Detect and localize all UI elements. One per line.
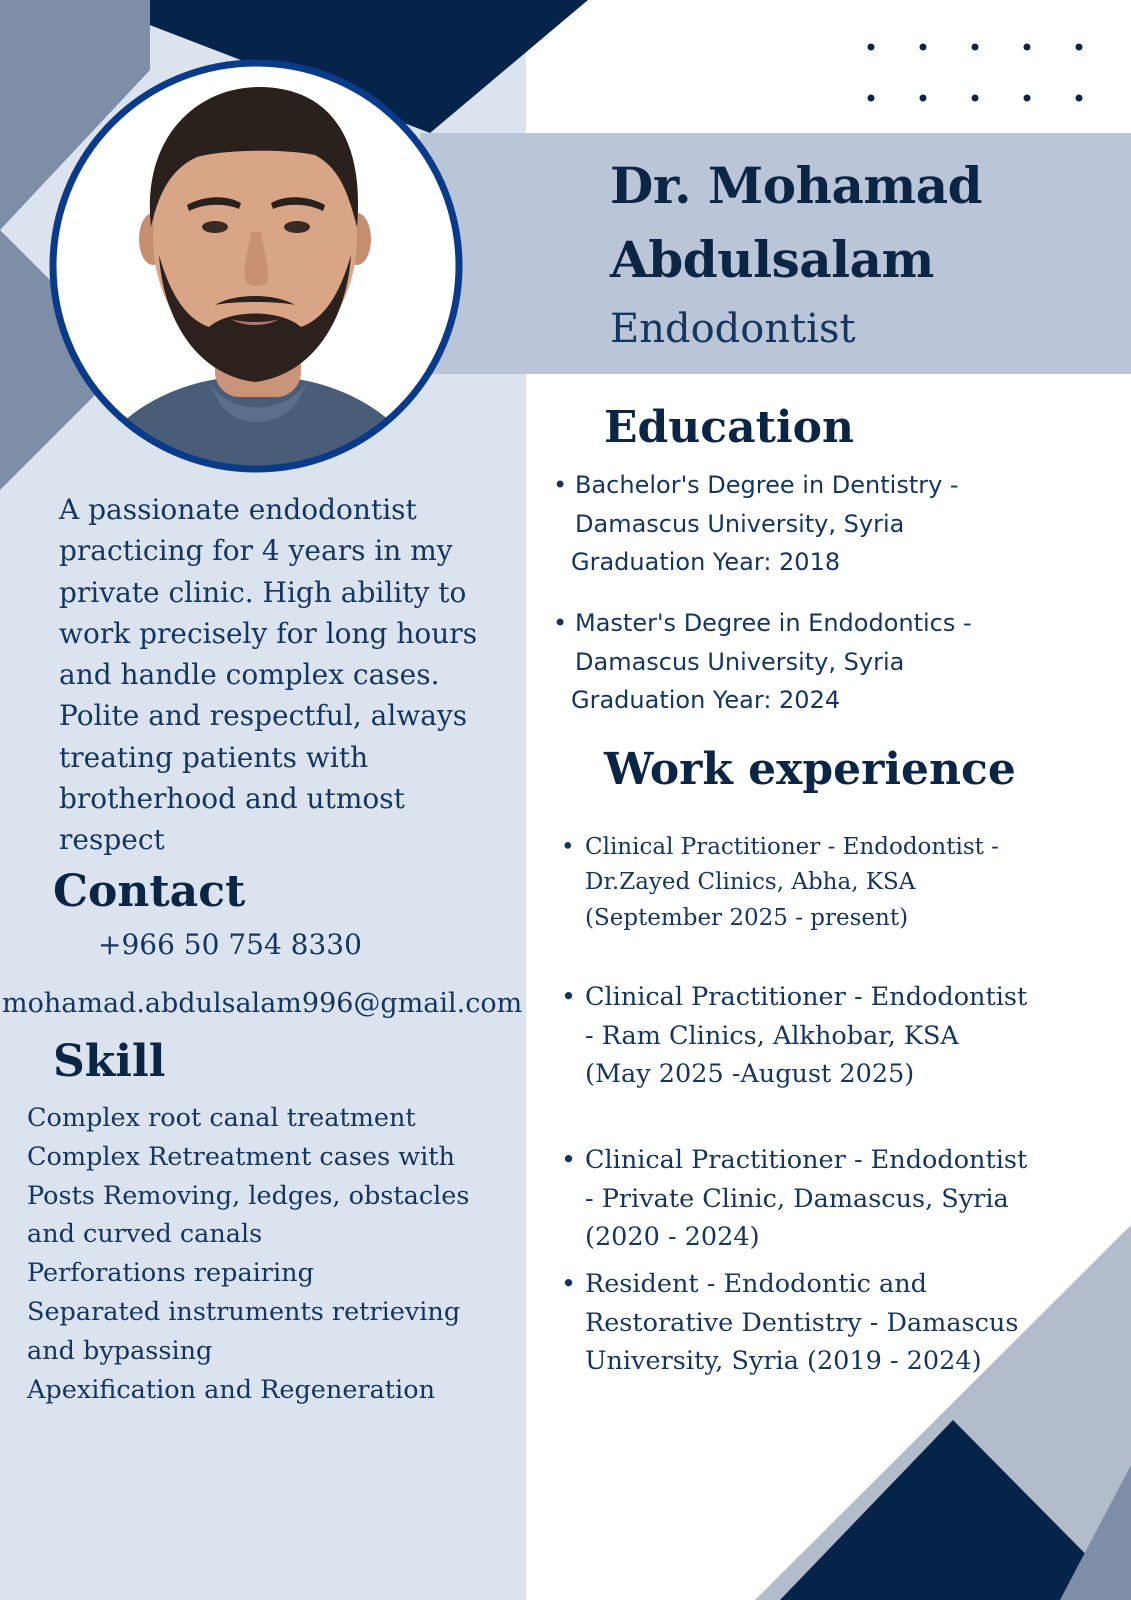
- dot: [1024, 95, 1031, 102]
- skills-list: [27, 1099, 507, 1409]
- dot: [868, 95, 875, 102]
- education-degree: Master's Degree in Endodontics -: [575, 609, 972, 637]
- education-heading: Education: [604, 402, 854, 453]
- education-item: [553, 466, 1073, 582]
- education-graduation: Graduation Year: 2024: [571, 686, 841, 714]
- education-graduation: Graduation Year: 2018: [571, 548, 841, 576]
- skill-item: Complex Retreatment cases with Posts Removing, ledges, obstacles and curved canals: [27, 1141, 470, 1250]
- work-item: [561, 1265, 1031, 1381]
- bullet-icon: •: [553, 609, 568, 637]
- eye-left: [202, 221, 228, 233]
- eye-right: [284, 221, 310, 233]
- education-institution: Damascus University, Syria: [575, 647, 905, 676]
- dot: [1076, 95, 1083, 102]
- education-item: [553, 604, 1073, 720]
- name-first-line: Dr. Mohamad: [610, 156, 983, 215]
- phone-number: +966 50 754 8330: [98, 928, 362, 961]
- bullet-icon: •: [561, 834, 575, 860]
- profile-summary: A passionate endodontist practicing for 4 years in my private clinic. High ability to work precisely for long hours and handle complex cases. Polite and respectful, always treating patients with brotherhood and utmost respect: [59, 493, 478, 857]
- skill-item: Separated instruments retrieving and bypassing: [27, 1296, 461, 1366]
- work-item: [561, 830, 1031, 936]
- dot: [972, 95, 979, 102]
- dot-grid-decoration: [868, 44, 1083, 102]
- education-degree: Bachelor's Degree in Dentistry -: [575, 471, 959, 499]
- work-item-text: Clinical Practitioner - Endodontist - Private Clinic, Damascus, Syria (2020 - 2024): [585, 1145, 1028, 1252]
- skill-item: Perforations repairing: [27, 1258, 314, 1289]
- bullet-icon: •: [561, 1269, 577, 1299]
- work-item-text: Resident - Endodontic and Restorative Dentistry - Damascus University, Syria (2019 - 2024): [585, 1269, 1019, 1376]
- education-institution: Damascus University, Syria: [575, 509, 905, 538]
- dot: [1076, 44, 1083, 51]
- contact-heading: Contact: [53, 866, 246, 917]
- dot: [972, 44, 979, 51]
- dot: [1024, 44, 1031, 51]
- email-address: mohamad.abdulsalam996@gmail.com: [2, 988, 523, 1019]
- skill-item: Complex root canal treatment: [27, 1103, 416, 1133]
- profile-photo: [47, 57, 465, 475]
- bullet-icon: •: [553, 471, 568, 499]
- work-experience-heading: Work experience: [604, 744, 1016, 795]
- bullet-icon: •: [561, 982, 577, 1012]
- skill-heading: Skill: [53, 1036, 166, 1087]
- work-item: [561, 1141, 1031, 1257]
- work-item-text: Clinical Practitioner - Endodontist - Ram Clinics, Alkhobar, KSA (May 2025 -August 2025): [585, 982, 1028, 1089]
- dot: [920, 95, 927, 102]
- work-item-text: Clinical Practitioner - Endodontist - Dr.Zayed Clinics, Abha, KSA (September 2025 - present): [585, 834, 999, 931]
- bullet-icon: •: [561, 1145, 577, 1175]
- work-item: [561, 978, 1031, 1094]
- dot: [920, 44, 927, 51]
- dot: [868, 44, 875, 51]
- name-second-line: Abdulsalam: [610, 230, 934, 289]
- skill-item: Apexification and Regeneration: [27, 1374, 435, 1405]
- job-title: Endodontist: [610, 306, 856, 352]
